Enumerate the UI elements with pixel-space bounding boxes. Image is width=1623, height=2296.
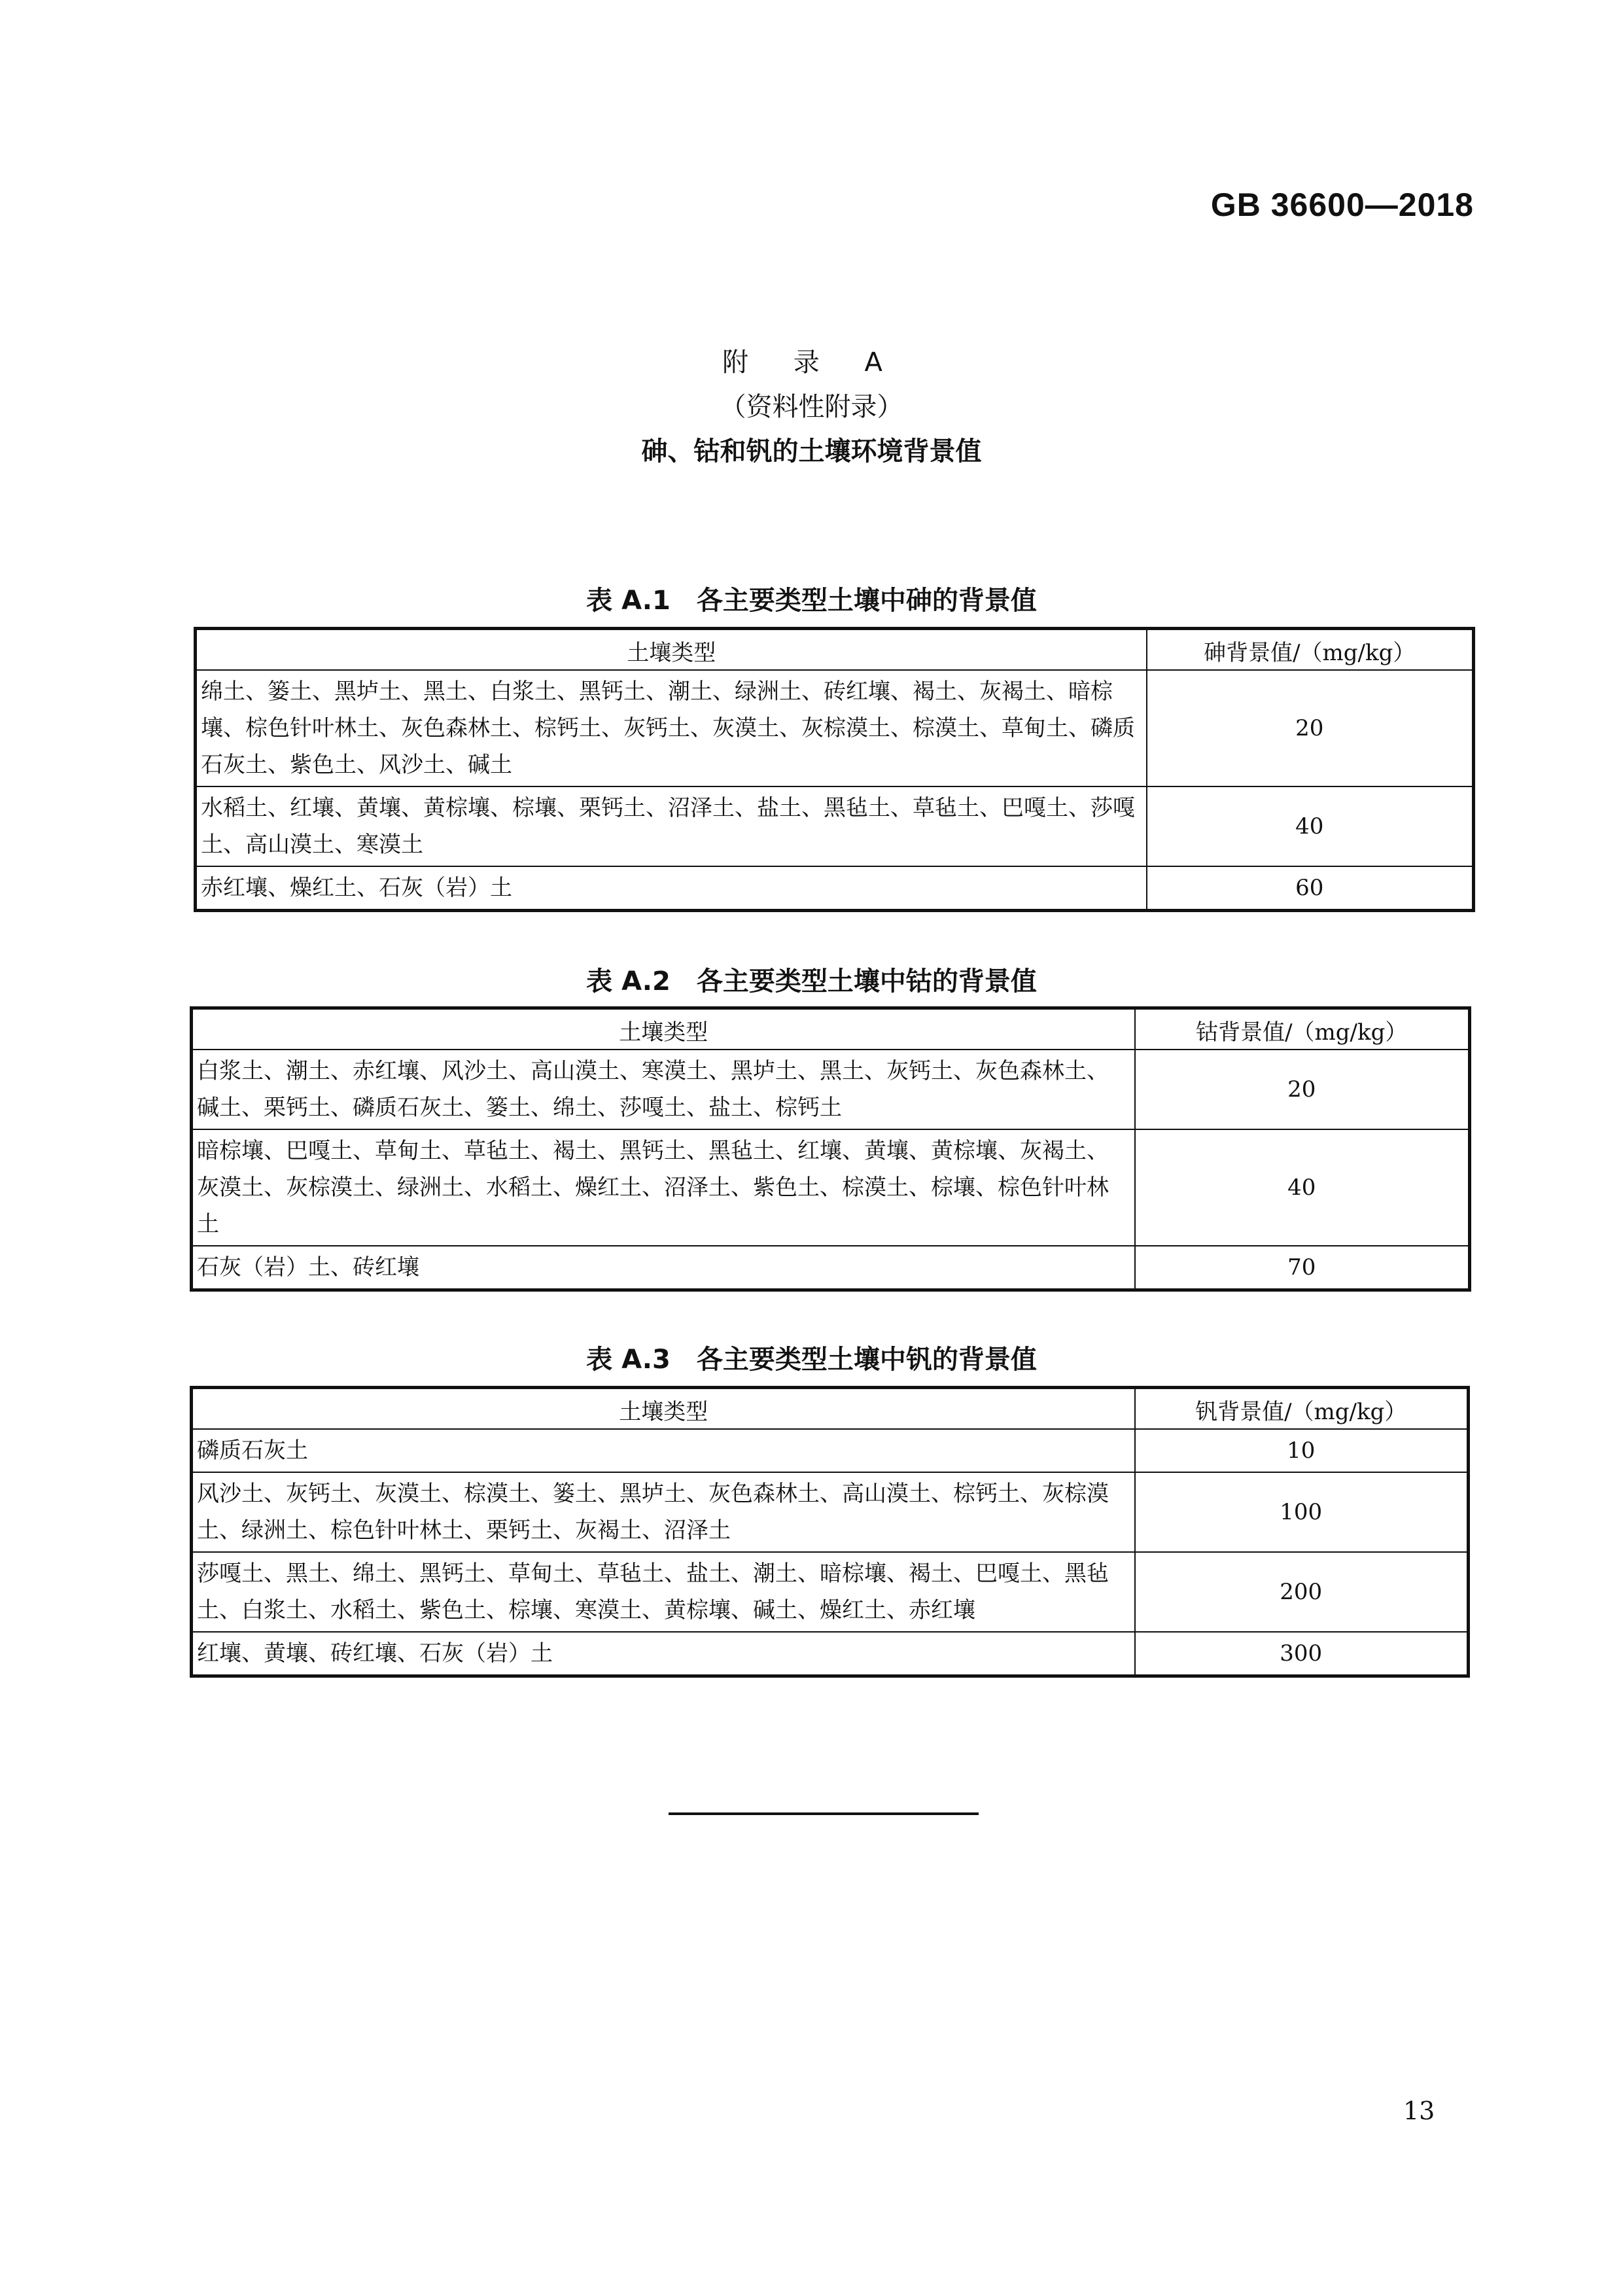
table-row [192,1429,1469,1472]
table-number: 表 A.2 [586,966,671,997]
table-header-row [192,1388,1469,1430]
soil-types-cell: 绵土、篓土、黑垆土、黑土、白浆土、黑钙土、潮土、绿洲土、砖红壤、褐土、灰褐土、暗棕壤、棕色针叶林土、灰色森林土、棕钙土、灰钙土、灰漠土、灰棕漠土、棕漠土、草甸土、磷质石灰土、紫色土、风沙土、碱土 [196,670,1147,786]
table-row [196,670,1474,786]
col-soil-type: 土壤类型 [196,629,1147,671]
value-cell: 70 [1135,1246,1470,1290]
table-a3-title [0,1339,1623,1376]
soil-types-cell: 莎嘎土、黑土、绵土、黑钙土、草甸土、草毡土、盐土、潮土、暗棕壤、褐土、巴嘎土、黑毡土、白浆土、水稻土、紫色土、棕壤、寒漠土、黄棕壤、碱土、燥红土、赤红壤 [192,1552,1135,1632]
soil-types-cell: 白浆土、潮土、赤红壤、风沙土、高山漠土、寒漠土、黑垆土、黑土、灰钙土、灰色森林土、碱土、栗钙土、磷质石灰土、篓土、绵土、莎嘎土、盐土、棕钙土 [192,1050,1135,1129]
table-row [192,1552,1469,1632]
table-row [192,1129,1470,1246]
table-a3 [190,1386,1470,1678]
appendix-note: （资料性附录） [720,392,903,422]
value-cell: 60 [1147,866,1474,911]
table-caption: 各主要类型土壤中钒的背景值 [696,1345,1037,1375]
table-header-row [196,629,1474,671]
end-rule [669,1812,979,1815]
table-row [192,1246,1470,1290]
table-caption: 各主要类型土壤中砷的背景值 [696,586,1037,616]
value-cell: 40 [1147,786,1474,866]
table-number: 表 A.3 [586,1345,671,1375]
appendix-heading [0,340,1623,474]
table-row [192,1472,1469,1552]
value-cell: 20 [1135,1050,1470,1129]
appendix-title: 砷、钴和钒的土壤环境背景值 [641,436,982,467]
soil-types-cell: 赤红壤、燥红土、石灰（岩）土 [196,866,1147,911]
table-a1 [194,627,1475,912]
value-cell: 100 [1135,1472,1469,1552]
table-header-row [192,1008,1470,1050]
soil-types-cell: 暗棕壤、巴嘎土、草甸土、草毡土、褐土、黑钙土、黑毡土、红壤、黄壤、黄棕壤、灰褐土、灰漠土、灰棕漠土、绿洲土、水稻土、燥红土、沼泽土、紫色土、棕漠土、棕壤、棕色针叶林土 [192,1129,1135,1246]
table-number: 表 A.1 [586,586,671,616]
page-number: 13 [1403,2096,1435,2125]
soil-types-cell: 风沙土、灰钙土、灰漠土、棕漠土、篓土、黑垆土、灰色森林土、高山漠土、棕钙土、灰棕漠土、绿洲土、棕色针叶林土、栗钙土、灰褐土、沼泽土 [192,1472,1135,1552]
col-background-value: 砷背景值/（mg/kg） [1147,629,1474,671]
value-cell: 40 [1135,1129,1470,1246]
table-a2-title [0,961,1623,998]
appendix-label: 附 录 A [722,347,901,378]
table-row [196,866,1474,911]
col-soil-type: 土壤类型 [192,1008,1135,1050]
table-row [192,1050,1470,1129]
value-cell: 200 [1135,1552,1469,1632]
table-a2 [190,1006,1471,1292]
table-caption: 各主要类型土壤中钴的背景值 [696,966,1037,997]
soil-types-cell: 石灰（岩）土、砖红壤 [192,1246,1135,1290]
soil-types-cell: 水稻土、红壤、黄壤、黄棕壤、棕壤、栗钙土、沼泽土、盐土、黑毡土、草毡土、巴嘎土、莎嘎土、高山漠土、寒漠土 [196,786,1147,866]
table-a1-title [0,580,1623,617]
table-row [196,786,1474,866]
value-cell: 20 [1147,670,1474,786]
value-cell: 10 [1135,1429,1469,1472]
value-cell: 300 [1135,1632,1469,1676]
col-background-value: 钒背景值/（mg/kg） [1135,1388,1469,1430]
col-background-value: 钴背景值/（mg/kg） [1135,1008,1470,1050]
col-soil-type: 土壤类型 [192,1388,1135,1430]
soil-types-cell: 磷质石灰土 [192,1429,1135,1472]
standard-code: GB 36600—2018 [1210,186,1474,223]
soil-types-cell: 红壤、黄壤、砖红壤、石灰（岩）土 [192,1632,1135,1676]
table-row [192,1632,1469,1676]
